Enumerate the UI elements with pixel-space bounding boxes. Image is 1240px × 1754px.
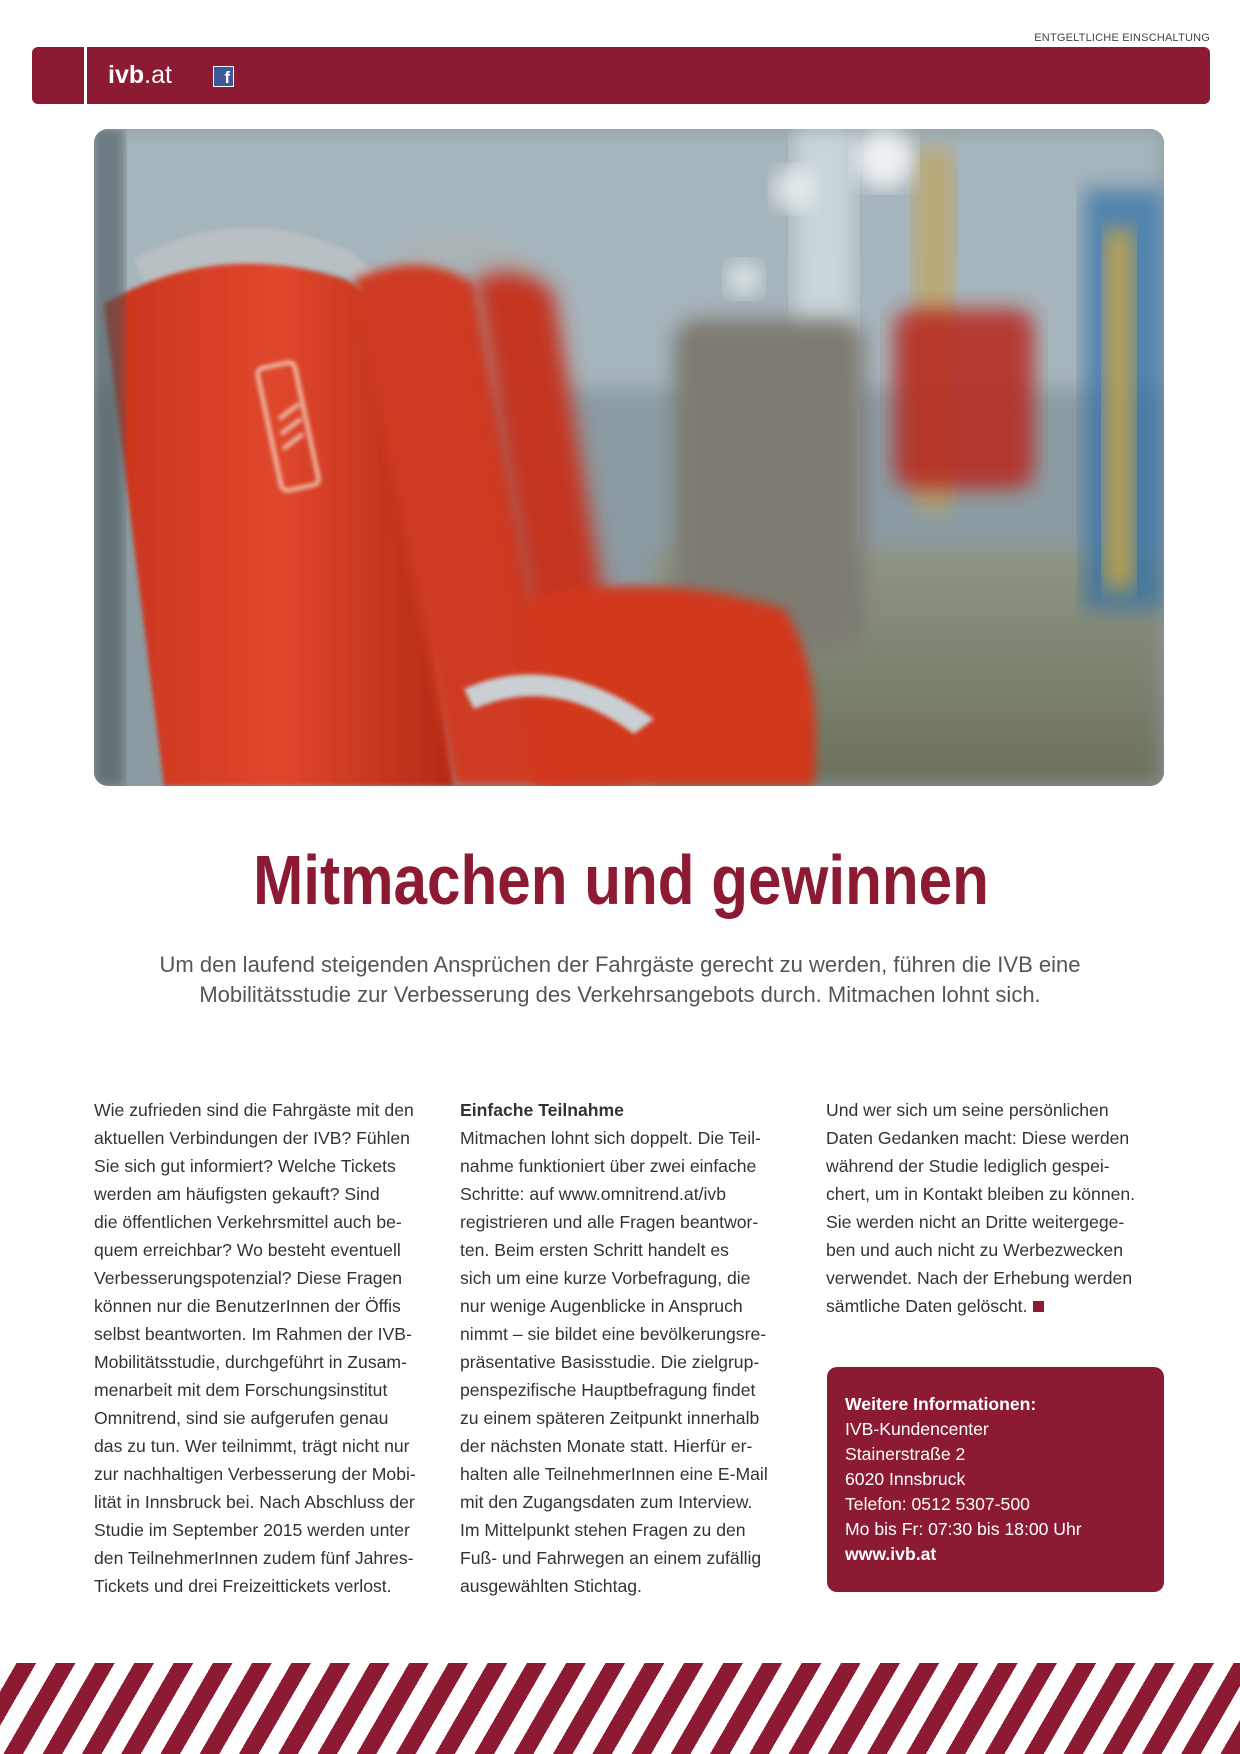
text-line: die öffentlichen Verkehrsmittel auch be- xyxy=(94,1212,402,1232)
text-line: selbst beantworten. Im Rahmen der IVB- xyxy=(94,1324,412,1344)
lead-line: Um den laufend steigenden Ansprüchen der Fahrgäste gerecht zu werden, führen die IVB eine xyxy=(159,952,1081,977)
brand-name: ivb xyxy=(108,61,145,89)
text-line: zu einem späteren Zeitpunkt innerhalb xyxy=(460,1408,760,1428)
text-line: Daten Gedanken macht: Diese werden xyxy=(826,1128,1130,1148)
header-divider xyxy=(84,47,87,104)
text-line-content: sämtliche Daten gelöscht. xyxy=(826,1296,1028,1316)
info-line: IVB-Kundencenter xyxy=(845,1419,989,1439)
text-line: verwendet. Nach der Erhebung werden xyxy=(826,1268,1133,1288)
text-line: lität in Innsbruck bei. Nach Abschluss der xyxy=(94,1492,415,1512)
text-line: Fuß- und Fahrwegen an einem zufällig xyxy=(460,1548,762,1568)
text-line: penspezifische Hauptbefragung findet xyxy=(460,1380,756,1400)
text-line: menarbeit mit dem Forschungsinstitut xyxy=(94,1380,388,1400)
text-line: nahme funktioniert über zwei einfache xyxy=(460,1156,757,1176)
article-column-3 xyxy=(826,1096,1176,1320)
text-line: aktuellen Verbindungen der IVB? Fühlen xyxy=(94,1128,410,1148)
text-line: den TeilnehmerInnen zudem fünf Jahres- xyxy=(94,1548,414,1568)
article-column-2 xyxy=(460,1096,810,1600)
text-line: Verbesserungspotenzial? Diese Fragen xyxy=(94,1268,403,1288)
lead-paragraph xyxy=(120,950,1120,1010)
info-hours: Mo bis Fr: 07:30 bis 18:00 Uhr xyxy=(845,1519,1082,1539)
advertisement-label: ENTGELTLICHE EINSCHALTUNG xyxy=(1034,32,1210,44)
text-line: Omnitrend, sind sie aufgerufen genau xyxy=(94,1408,389,1428)
text-line: Im Mittelpunkt stehen Fragen zu den xyxy=(460,1520,746,1540)
decorative-stripe-footer xyxy=(0,1663,1240,1754)
info-line: Stainerstraße 2 xyxy=(845,1444,966,1464)
info-line: 6020 Innsbruck xyxy=(845,1469,966,1489)
text-line: nimmt – sie bildet eine bevölkerungsre- xyxy=(460,1324,767,1344)
header-bar xyxy=(32,47,1210,104)
article-column-1 xyxy=(94,1096,444,1600)
text-line: ben und auch nicht zu Werbezwecken xyxy=(826,1240,1123,1260)
tram-seat-photo xyxy=(94,129,1164,786)
text-line: Und wer sich um seine persönlichen xyxy=(826,1100,1109,1120)
text-line: ten. Beim ersten Schritt handelt es xyxy=(460,1240,729,1260)
text-line: können nur die BenutzerInnen der Öffis xyxy=(94,1296,401,1316)
text-line: das zu tun. Wer teilnimmt, trägt nicht nur xyxy=(94,1436,410,1456)
text-line: Sie werden nicht an Dritte weitergege- xyxy=(826,1212,1125,1232)
website-link[interactable]: www.ivb.at xyxy=(845,1544,937,1564)
end-square-icon xyxy=(1033,1301,1044,1312)
info-phone: Telefon: 0512 5307-500 xyxy=(845,1494,1030,1514)
hero-image xyxy=(94,129,1164,786)
text-line: werden am häufigsten gekauft? Sind xyxy=(94,1184,380,1204)
text-line-last xyxy=(826,1292,1176,1320)
text-line: sich um eine kurze Vorbefragung, die xyxy=(460,1268,751,1288)
text-line: Sie sich gut informiert? Welche Tickets xyxy=(94,1156,396,1176)
text-line: präsentative Basisstudie. Die zielgrup- xyxy=(460,1352,760,1372)
text-line: halten alle TeilnehmerInnen eine E-Mail xyxy=(460,1464,768,1484)
text-line: der nächsten Monate statt. Hierfür er- xyxy=(460,1436,753,1456)
brand-domain: .at xyxy=(144,61,172,89)
text-line: Schritte: auf www.omnitrend.at/ivb xyxy=(460,1184,726,1204)
text-line: zur nachhaltigen Verbesserung der Mobi- xyxy=(94,1464,416,1484)
text-line: ausgewählten Stichtag. xyxy=(460,1576,642,1596)
info-heading: Weitere Informationen: xyxy=(845,1394,1037,1414)
text-line: Mobilitätsstudie, durchgeführt in Zusam- xyxy=(94,1352,407,1372)
text-line: quem erreichbar? Wo besteht eventuell xyxy=(94,1240,401,1260)
text-line: Studie im September 2015 werden unter xyxy=(94,1520,410,1540)
page-title: Mitmachen und gewinnen xyxy=(253,841,989,919)
text-line: nur wenige Augenblicke in Anspruch xyxy=(460,1296,743,1316)
facebook-icon[interactable]: f xyxy=(213,66,234,87)
brand-link[interactable] xyxy=(108,60,172,90)
lead-line: Mobilitätsstudie zur Verbesserung des Verkehrsangebots durch. Mitmachen lohnt sich. xyxy=(199,982,1041,1007)
text-line: mit den Zugangsdaten zum Interview. xyxy=(460,1492,753,1512)
text-line: während der Studie lediglich gespei- xyxy=(826,1156,1110,1176)
text-line: Wie zufrieden sind die Fahrgäste mit den xyxy=(94,1100,414,1120)
text-line: Tickets und drei Freizeittickets verlost. xyxy=(94,1576,392,1596)
text-line: Mitmachen lohnt sich doppelt. Die Teil- xyxy=(460,1128,761,1148)
section-heading: Einfache Teilnahme xyxy=(460,1100,624,1120)
info-box xyxy=(827,1367,1164,1592)
text-line: registrieren und alle Fragen beantwor- xyxy=(460,1212,759,1232)
text-line: chert, um in Kontakt bleiben zu können. xyxy=(826,1184,1136,1204)
